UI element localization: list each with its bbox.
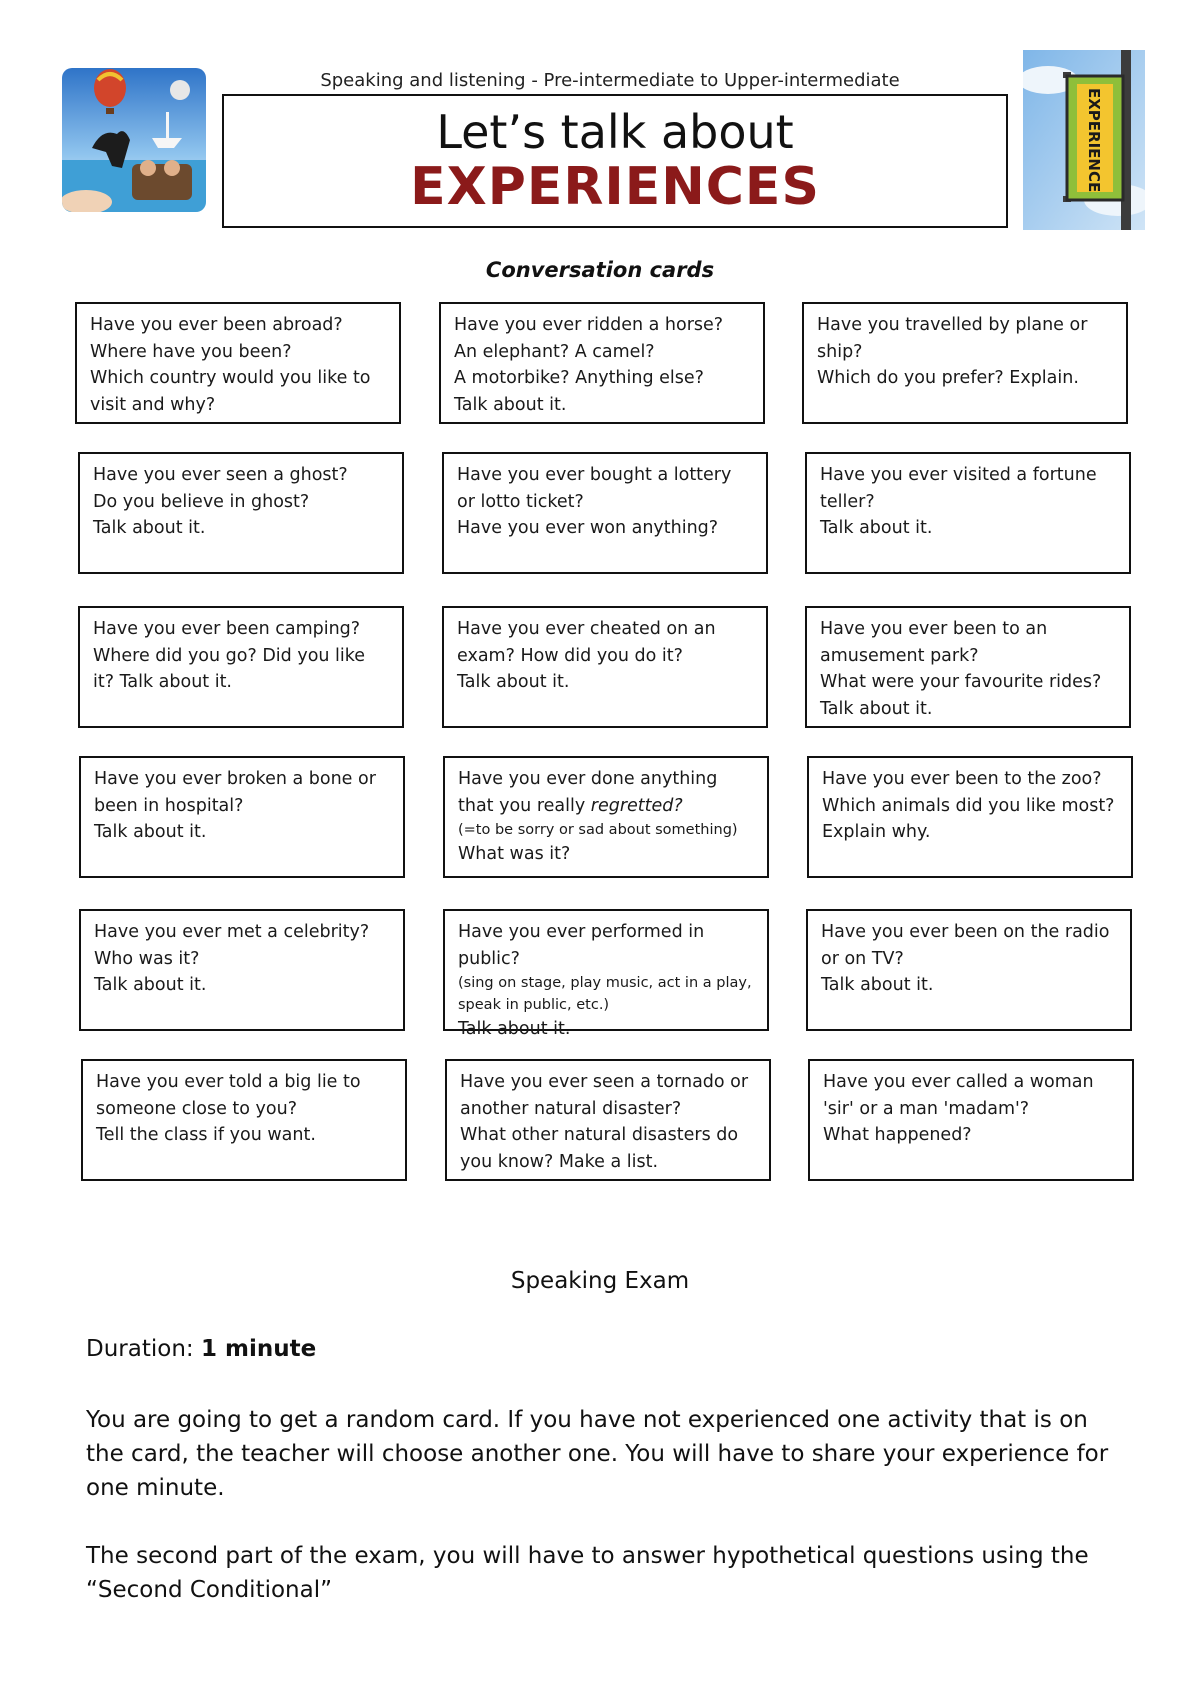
card-text: Talk about it. <box>458 1019 571 1039</box>
conversation-card <box>443 909 769 1039</box>
travel-collage-image <box>62 68 206 212</box>
experience-sign-image <box>1023 50 1145 230</box>
conversation-card <box>805 452 1131 574</box>
card-emphasis: regretted? <box>590 795 683 816</box>
card-text: Have you ever seen a tornado or another natural disaster? What other natural disasters do you know? Make a list. <box>460 1072 749 1172</box>
title-box <box>222 94 1008 228</box>
card-text: Have you travelled by plane or ship? Which do you prefer? Explain. <box>817 315 1088 388</box>
duration-value: 1 minute <box>200 1336 317 1362</box>
conversation-card <box>806 909 1132 1031</box>
exam-instructions-2: The second part of the exam, you will have to answer hypothetical questions using the “Second Conditional” <box>86 1543 1089 1603</box>
card-text: Have you ever seen a ghost? Do you believe in ghost? Talk about it. <box>93 465 348 538</box>
conversation-card <box>79 756 405 878</box>
conversation-card <box>78 606 404 728</box>
conversation-card <box>78 452 404 574</box>
card-text: What was it? <box>458 844 571 864</box>
conversation-card <box>802 302 1128 424</box>
exam-duration <box>86 1336 316 1362</box>
card-text: Have you ever been to the zoo? Which animals did you like most? Explain why. <box>822 769 1115 842</box>
conversation-card <box>805 606 1131 728</box>
conversation-card <box>442 606 768 728</box>
title-line-1: Let’s talk about <box>436 105 794 159</box>
cards-heading: Conversation cards <box>485 258 715 282</box>
conversation-card <box>79 909 405 1031</box>
conversation-card <box>808 1059 1134 1181</box>
card-text: Have you ever been abroad? Where have you been? Which country would you like to visit and why? <box>90 315 371 415</box>
exam-instructions-1: You are going to get a random card. If you have not experienced one activity that is on the card, the teacher will choose another one. You will have to share your experience for one minute. <box>86 1407 1109 1501</box>
conversation-card <box>443 756 769 878</box>
card-text: Have you ever met a celebrity? Who was it? Talk about it. <box>94 922 370 995</box>
conversation-card <box>445 1059 771 1181</box>
document-subtitle: Speaking and listening - Pre-intermediate to Upper-intermediate <box>320 70 900 91</box>
conversation-card <box>439 302 765 424</box>
card-text: Have you ever broken a bone or been in hospital? Talk about it. <box>94 769 376 842</box>
card-note: (sing on stage, play music, act in a play, speak in public, etc.) <box>458 975 752 1013</box>
card-text: Have you ever been to an amusement park? What were your favourite rides? Talk about it. <box>820 619 1102 719</box>
card-text: Have you ever been camping? Where did you go? Did you like it? Talk about it. <box>93 619 366 692</box>
card-text: Have you ever done anything that you really <box>458 769 718 816</box>
conversation-card <box>442 452 768 574</box>
title-line-2: EXPERIENCES <box>410 157 820 217</box>
card-text: Have you ever visited a fortune teller? Talk about it. <box>820 465 1097 538</box>
conversation-card <box>807 756 1133 878</box>
exam-title: Speaking Exam <box>510 1268 690 1294</box>
card-text: Have you ever ridden a horse? An elephant? A camel? A motorbike? Anything else? Talk about it. <box>454 315 724 415</box>
sign-text: EXPERIENCE <box>1085 88 1103 193</box>
conversation-card <box>75 302 401 424</box>
card-text: Have you ever performed in public? <box>458 922 705 969</box>
card-note: (=to be sorry or sad about something) <box>458 822 738 838</box>
card-text: Have you ever told a big lie to someone close to you? Tell the class if you want. <box>96 1072 361 1145</box>
duration-label: Duration: <box>86 1336 194 1362</box>
card-text: Have you ever called a woman 'sir' or a man 'madam'? What happened? <box>823 1072 1094 1145</box>
card-text: Have you ever bought a lottery or lotto ticket? Have you ever won anything? <box>457 465 732 538</box>
conversation-card <box>81 1059 407 1181</box>
card-text: Have you ever cheated on an exam? How did you do it? Talk about it. <box>457 619 716 692</box>
card-text: Have you ever been on the radio or on TV? Talk about it. <box>821 922 1110 995</box>
